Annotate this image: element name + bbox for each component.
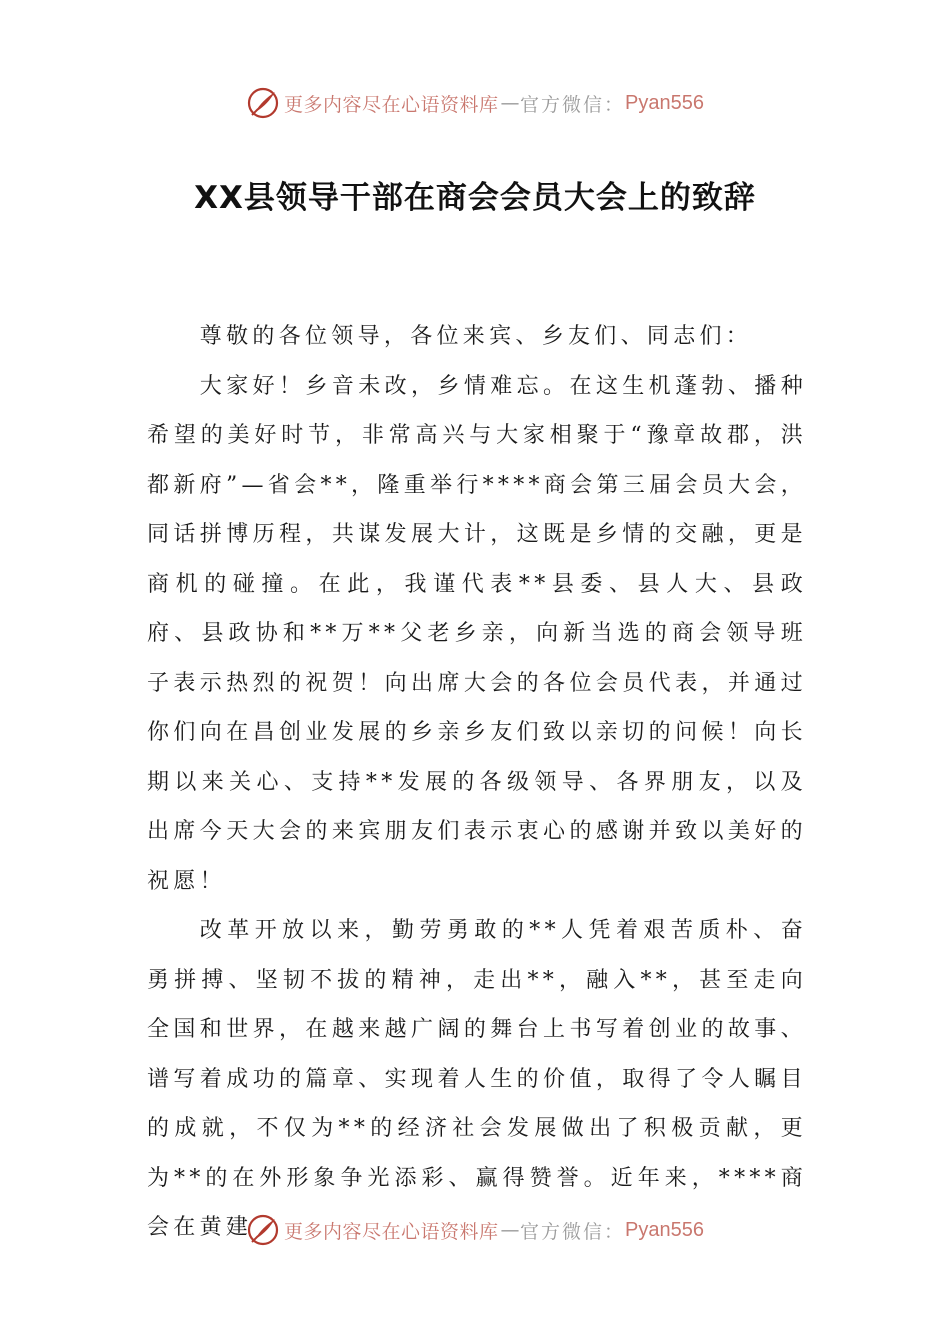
banner-separator: — — [500, 92, 521, 114]
banner-text: 更多内容尽在心语资料库 — [284, 1220, 499, 1243]
document-title: XX县领导干部在商会会员大会上的致辞 — [194, 180, 756, 216]
header-banner — [0, 83, 950, 123]
wechat-label: 官方微信： — [520, 1220, 626, 1243]
footer-banner — [0, 1210, 950, 1250]
banner-separator: — — [500, 1219, 521, 1241]
wechat-label: 官方微信： — [520, 93, 626, 116]
quill-logo-icon — [246, 1213, 280, 1247]
wechat-id: Pyan556 — [625, 91, 704, 114]
wechat-id: Pyan556 — [625, 1218, 704, 1241]
paragraph: 大家好！乡音未改，乡情难忘。在这生机蓬勃、播种希望的美好时节，非常高兴与大家相聚于“豫章故郡，洪都新府”—省会**，隆重举行****商会第三届会员大会，同话拼博历程，共谋发展大计，这既是乡情的交融，更是商机的碰撞。在此，我谨代表**县委、县人大、县政府、县政协和**万**父老乡亲，向新当选的商会领导班子表示热烈的祝贺！向出席大会的各位会员代表，并通过你们向在昌创业发展的乡亲乡友们致以亲切的问候！向长期以来关心、支持**发展的各级领导、各界朋友，以及出席今天大会的来宾朋友们表示衷心的感谢并致以美好的祝愿！ — [147, 373, 807, 894]
salutation: 尊敬的各位领导，各位来宾、乡友们、同志们： — [199, 324, 753, 349]
banner-text: 更多内容尽在心语资料库 — [284, 93, 499, 116]
document-body — [147, 312, 807, 1253]
quill-logo-icon — [246, 86, 280, 120]
paragraph: 改革开放以来，勤劳勇敢的**人凭着艰苦质朴、奋勇拼搏、坚韧不拔的精神，走出**，融入**，甚至走向全国和世界，在越来越广阔的舞台上书写着创业的故事、谱写着成功的篇章、实现着人生的价值，取得了令人瞩目的成就，不仅为**的经济社会发展做出了积极贡献，更为**的在外形象争光添彩、赢得赞誉。近年来，****商会在黄建 — [147, 918, 807, 1240]
